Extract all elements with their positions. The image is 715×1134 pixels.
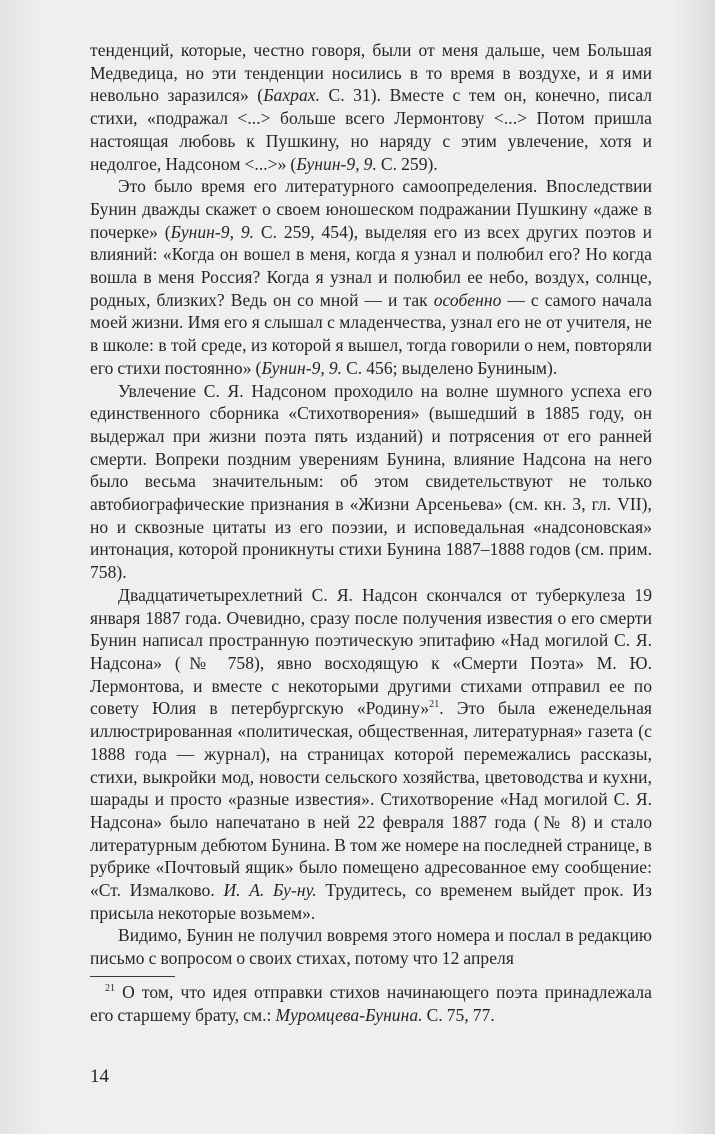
text-run: Это было время его литературного самоопределения. Впоследствии Бунин дважды скажет о своем юношеском подражании Пушкину «даже в почерке» (	[90, 176, 652, 242]
paragraph	[90, 380, 652, 584]
text-run: Видимо, Бунин не получил вовремя этого номера и послал в редакцию письмо с вопросом о своих стихах, потому что 12 апреля	[90, 925, 652, 969]
footnote-number: 21	[105, 983, 116, 994]
text-run: С. 75, 77.	[422, 1004, 495, 1025]
italic-text: Бунин-9, 9.	[261, 357, 343, 378]
paragraph	[90, 924, 652, 969]
italic-text: Муромцева-Бунина.	[275, 1004, 423, 1025]
text-run: С. 259, 454), выделяя его из всех других поэтов и влияний: «Когда он вошел в меня, когда я узнал и полюбил его? Но когда вошла в меня Россия? Когда я узнал и полюбил ее небо, воздух, солнце, родных, близких? Ведь он со мной — и так	[90, 221, 652, 310]
text-run: . Это была еженедельная иллюстрированная «политическая, общественная, литературная» газета (с 1888 года — журнал), на страницах которой перемежались рассказы, стихи, выкройки мод, новости сельского хозяйства, цветоводства и кухни, шарады и просто «разные известия». Стихотворение «Над могилой С. Я. Надсона» было напечатано в ней 22 февраля 1887 года (№ 8) и стало литературным дебютом Бунина. В том же номере на последней странице, в рубрике «Почтовый ящик» было помещено адресованное ему сообщение: «Ст. Измалково.	[90, 698, 652, 901]
italic-text: Бунин-9, 9.	[296, 153, 377, 174]
paragraph	[90, 39, 652, 175]
text-run: Двадцатичетырехлетний С. Я. Надсон скончался от туберкулеза 19 января 1887 года. Очевидно, сразу после получения известия о его смерти Бунин написал пространную поэтическую эпитафию «Над могилой С. Я. Надсона» (№ 758), явно восходящую к «Смерти Поэта» М. Ю. Лермонтова, и вместе с некоторыми другими стихами отправил ее по совету Юлия в петербургскую «Родину»	[90, 584, 652, 719]
page-number: 14	[90, 1066, 109, 1087]
italic-text: И. А. Бу-ну.	[223, 880, 317, 901]
text-run: С. 259).	[376, 153, 438, 174]
text-run: С. 31). Вместе с тем он, конечно, писал стихи, «подражал <...> больше всего Лермонтову <...> Потом пришла настоящая любовь к Пушкину, но наряду с этим увлечение, хотя и недолгое, Надсоном <...>» (	[90, 85, 652, 174]
italic-text: особенно	[433, 289, 502, 310]
text-run: О том, что идея отправки стихов начинающего поэта принадлежала его старшему брату, см.:	[90, 981, 652, 1025]
text-run: Увлечение С. Я. Надсоном проходило на волне шумного успеха его единственного сборника «Стихотворения» (вышедший в 1885 году, он выдержал при жизни поэта пять изданий) и потрясения от его ранней смерти. Вопреки поздним уверениям Бунина, влияние Надсона на него было весьма значительным: об этом свидетельствуют не только автобиографические признания в «Жизни Арсеньева» (см. кн. 3, гл. VII), но и сквозные цитаты из его поэзии, и исповедальная «надсоновская» интонация, которой проникнуты стихи Бунина 1887–1888 годов (см. прим. 758).	[90, 380, 652, 583]
text-run: Трудитесь, со временем выйдет прок. Из присыла некоторые возьмем».	[90, 880, 653, 923]
footnote-marker: 21	[429, 699, 440, 711]
italic-text: Бунин-9, 9.	[170, 221, 255, 242]
paragraph	[90, 584, 652, 925]
body-text	[90, 39, 652, 1026]
text-run: — с самого начала моей жизни. Имя его я слышал с младенчества, узнал его не от учителя, не в школе: в той среде, из которой я вышел, тогда говорили о нем, повторяли его стихи постоянно» (	[90, 289, 652, 378]
text-run: тенденций, которые, честно говоря, были от меня дальше, чем Большая Медведица, но эти тенденции носились в то время в воздухе, и я ими невольно заразился» (	[90, 40, 652, 106]
paragraph	[90, 175, 652, 379]
footnote	[90, 981, 652, 1026]
italic-text: Бахрах.	[263, 85, 321, 106]
text-run: С. 456; выделено Буниным).	[342, 357, 558, 378]
footnote-rule	[90, 976, 175, 977]
